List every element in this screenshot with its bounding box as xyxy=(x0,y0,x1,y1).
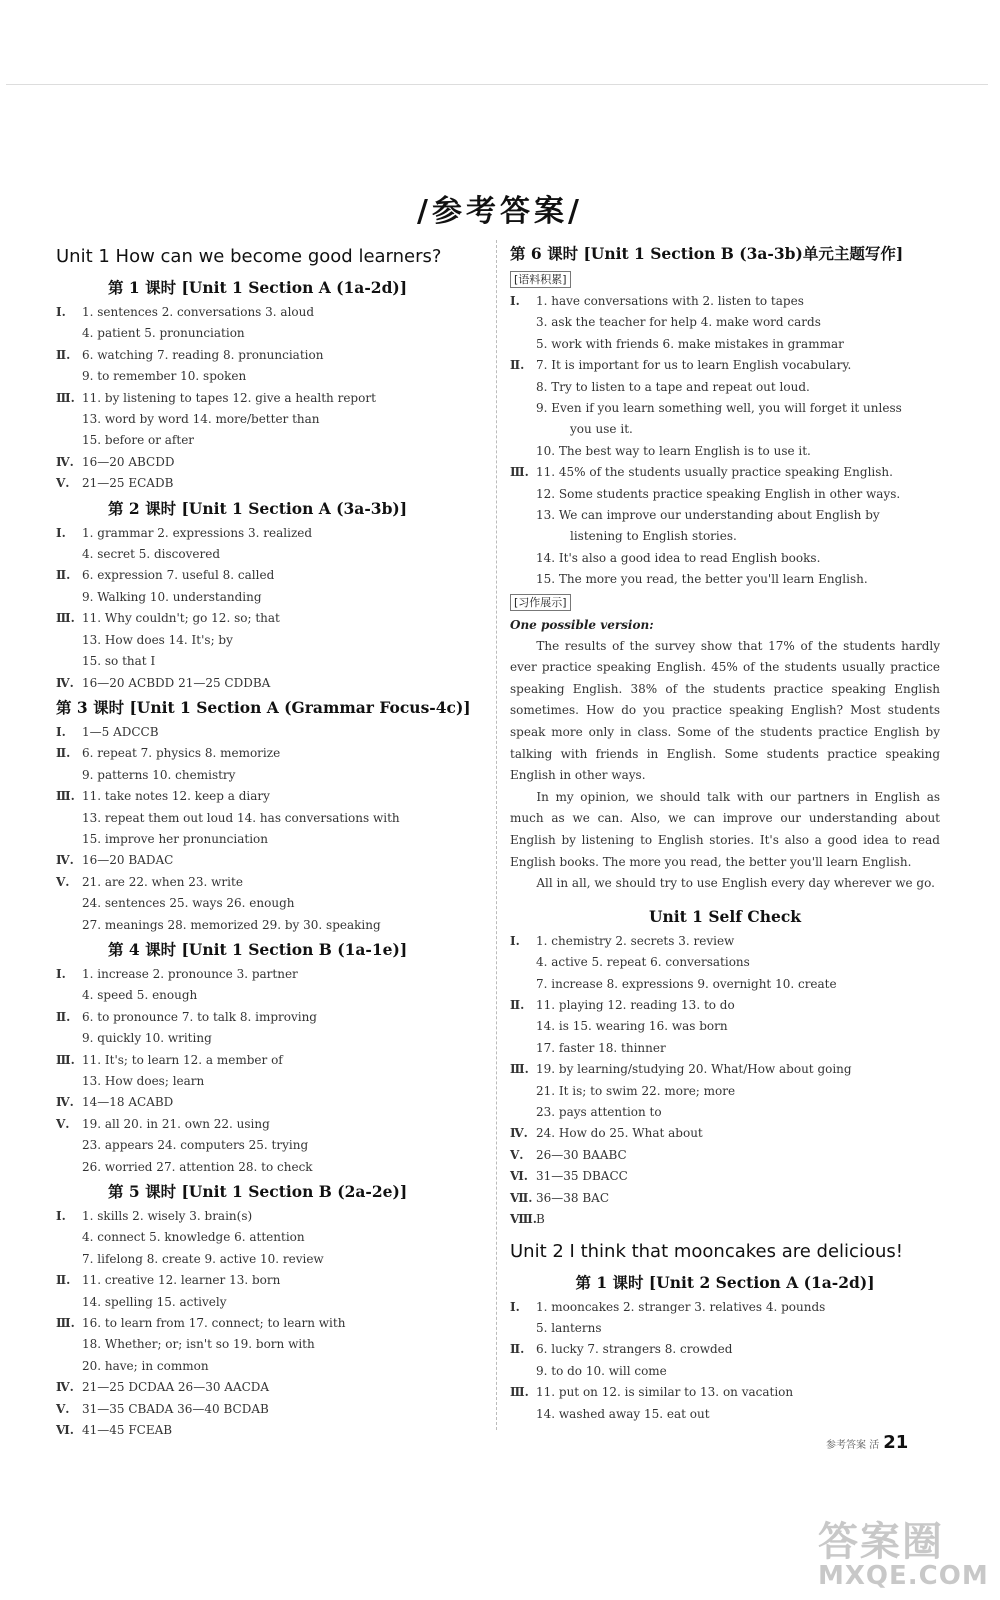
answer-text: 11. put on 12. is similar to 13. on vacation xyxy=(536,1385,794,1400)
answer-text: 20. have; in common xyxy=(82,1358,209,1373)
answer-line xyxy=(56,915,488,936)
section-numeral: Ⅶ. xyxy=(510,1190,533,1205)
answer-text: 13. How does; learn xyxy=(82,1074,205,1088)
answer-line xyxy=(510,526,940,547)
answer-line xyxy=(510,398,940,419)
unit2-lesson1-answers xyxy=(510,1297,940,1425)
answer-text: 21—25 DCDAA 26—30 AACDA xyxy=(82,1380,270,1395)
answer-line xyxy=(56,651,488,672)
section-numeral: Ⅲ. xyxy=(510,1062,529,1077)
answer-line xyxy=(56,1092,488,1113)
version-label: One possible version: xyxy=(510,617,654,632)
answer-text: 15. The more you read, the better you'll learn English. xyxy=(536,572,868,587)
unit1-title: Unit 1 How can we become good learners? xyxy=(56,246,442,267)
answer-line xyxy=(56,872,488,893)
answer-line xyxy=(56,544,488,565)
section-numeral: Ⅲ. xyxy=(510,1385,529,1400)
answer-text: 24. How do 25. What about xyxy=(536,1126,703,1141)
answer-line xyxy=(510,1102,940,1123)
answer-line xyxy=(56,722,488,743)
section-numeral: Ⅰ. xyxy=(56,305,66,319)
answer-text: 9. quickly 10. writing xyxy=(82,1031,212,1046)
section-numeral: Ⅱ. xyxy=(56,746,71,761)
answer-line xyxy=(56,673,488,694)
answer-line xyxy=(56,1356,488,1377)
answer-line xyxy=(56,786,488,807)
section-numeral: Ⅳ. xyxy=(56,1095,74,1110)
answer-text: 12. Some students practice speaking English in other ways. xyxy=(536,486,901,501)
answer-line xyxy=(56,452,488,473)
section-numeral: Ⅰ. xyxy=(56,724,66,739)
answer-text: 15. before or after xyxy=(82,433,195,448)
answer-text: 4. connect 5. knowledge 6. attention xyxy=(82,1230,305,1245)
answer-text: 36—38 BAC xyxy=(536,1190,610,1205)
section-numeral: Ⅱ. xyxy=(56,1009,71,1024)
lesson-answers xyxy=(56,1206,488,1441)
answer-line xyxy=(510,1361,940,1382)
answer-line xyxy=(56,1227,488,1248)
answer-text: 7. increase 8. expressions 9. overnight 10. create xyxy=(536,976,837,991)
answer-line xyxy=(510,1188,940,1209)
answer-line xyxy=(56,473,488,494)
lesson-answers xyxy=(56,302,488,495)
section-numeral: Ⅳ. xyxy=(56,675,74,690)
answer-line xyxy=(56,388,488,409)
answer-text: 4. patient 5. pronunciation xyxy=(82,326,245,341)
answer-text: 16—20 BADAC xyxy=(82,853,174,868)
answer-line xyxy=(56,630,488,651)
answer-text: 10. The best way to learn English is to use it. xyxy=(536,443,811,458)
answer-text: 24. sentences 25. ways 26. enough xyxy=(82,896,295,911)
page-footer xyxy=(826,1432,908,1453)
column-divider xyxy=(496,240,498,1430)
answer-line xyxy=(56,345,488,366)
answer-line xyxy=(56,893,488,914)
answer-text: 6. expression 7. useful 8. called xyxy=(82,568,275,583)
section-numeral: Ⅱ. xyxy=(510,358,525,373)
answer-line xyxy=(56,964,488,985)
answer-line xyxy=(56,1334,488,1355)
answer-text: 21. It is; to swim 22. more; more xyxy=(536,1083,736,1098)
answer-line xyxy=(56,302,488,323)
answer-text: 8. Try to listen to a tape and repeat out loud. xyxy=(536,379,810,394)
answer-text: 15. so that I xyxy=(82,654,156,669)
answer-line xyxy=(56,1114,488,1135)
answer-line xyxy=(56,765,488,786)
answer-text: 9. patterns 10. chemistry xyxy=(82,767,236,782)
answer-text: 13. repeat them out loud 14. has conversations with xyxy=(82,810,400,825)
section-numeral: Ⅲ. xyxy=(56,1052,75,1067)
answer-line xyxy=(56,366,488,387)
answer-line xyxy=(510,569,940,590)
footer-label: 参考答案 xyxy=(826,1440,866,1451)
answer-text: 23. pays attention to xyxy=(536,1105,662,1120)
answer-text: 41—45 FCEAB xyxy=(82,1423,173,1438)
answer-line xyxy=(510,291,940,312)
answer-line xyxy=(510,1081,940,1102)
answer-text: 11. creative 12. learner 13. born xyxy=(82,1273,281,1288)
answer-line xyxy=(56,1292,488,1313)
lesson-title: 第 1 课时 [Unit 1 Section A (1a-2d)] xyxy=(108,278,408,297)
answer-text: 23. appears 24. computers 25. trying xyxy=(82,1138,309,1153)
answer-text: 21. are 22. when 23. write xyxy=(82,874,243,889)
answer-text: 17. faster 18. thinner xyxy=(536,1040,666,1055)
answer-text: 16. to learn from 17. connect; to learn with xyxy=(82,1316,346,1331)
page-number: 21 xyxy=(883,1432,909,1453)
answer-line xyxy=(510,1404,940,1425)
lesson-title: 第 4 课时 [Unit 1 Section B (1a-1e)] xyxy=(108,939,408,959)
answer-line xyxy=(56,743,488,764)
section-numeral: Ⅷ. xyxy=(510,1212,537,1227)
answer-text: 11. playing 12. reading 13. to do xyxy=(536,998,735,1013)
answer-text: 14. washed away 15. eat out xyxy=(536,1406,710,1421)
answer-text: 1. grammar 2. expressions 3. realized xyxy=(82,525,313,540)
answer-text: 11. Why couldn't; go 12. so; that xyxy=(82,611,280,626)
answer-line xyxy=(56,1399,488,1420)
answer-text: 9. to do 10. will come xyxy=(536,1363,667,1378)
answer-text: 15. improve her pronunciation xyxy=(82,831,268,846)
section-numeral: Ⅴ. xyxy=(56,1116,70,1131)
answer-line xyxy=(56,565,488,586)
answer-text: 4. secret 5. discovered xyxy=(82,547,221,562)
answer-text: 9. Even if you learn something well, you will forget it unless xyxy=(536,401,902,416)
section-numeral: Ⅰ. xyxy=(510,294,520,308)
answer-line xyxy=(56,850,488,871)
answer-text: 1. increase 2. pronounce 3. partner xyxy=(82,966,298,981)
watermark-logo-text: 答案圈 xyxy=(818,1519,944,1565)
answer-text: 14. is 15. wearing 16. was born xyxy=(536,1019,728,1034)
answer-text: 13. How does 14. It's; by xyxy=(82,632,233,647)
answer-text: 11. It's; to learn 12. a member of xyxy=(82,1052,283,1067)
answer-line xyxy=(510,1339,940,1360)
answer-text: 6. watching 7. reading 8. pronunciation xyxy=(82,347,324,362)
answer-line xyxy=(56,430,488,451)
answer-text: 1. have conversations with 2. listen to tapes xyxy=(536,294,804,308)
answer-line xyxy=(510,1209,940,1230)
section-numeral: Ⅳ. xyxy=(56,1380,74,1395)
answer-text: 9. Walking 10. understanding xyxy=(82,589,262,604)
essay-paragraph: The results of the survey show that 17% of the students hardly ever practice speaking English. 45% of the students usually practice speaking English. 38% of the students practice speaking English sometimes. How do you practice speaking English? Most students speak more only in class. Some of the students practice English by talking with friends in English. Some students practice speaking English in other ways. xyxy=(510,638,940,783)
section-numeral: Ⅲ. xyxy=(56,1316,75,1331)
lesson-answers xyxy=(56,722,488,936)
section-numeral: Ⅵ. xyxy=(510,1169,528,1184)
answer-text: 7. It is important for us to learn English vocabulary. xyxy=(536,358,852,373)
answer-line xyxy=(510,1382,940,1403)
answer-line xyxy=(56,409,488,430)
answer-line xyxy=(510,1038,940,1059)
answer-line xyxy=(56,808,488,829)
answer-text: 6. lucky 7. strangers 8. crowded xyxy=(536,1342,733,1357)
answer-text: 19. all 20. in 21. own 22. using xyxy=(82,1116,270,1131)
answer-text: 7. lifelong 8. create 9. active 10. review xyxy=(82,1251,324,1266)
answer-text: 1—5 ADCCB xyxy=(82,724,159,739)
section-numeral: Ⅰ. xyxy=(510,1299,520,1314)
answer-text: 11. 45% of the students usually practice speaking English. xyxy=(536,465,893,480)
section-numeral: Ⅳ. xyxy=(56,853,74,868)
answer-text: 18. Whether; or; isn't so 19. born with xyxy=(82,1337,315,1352)
section-numeral: Ⅴ. xyxy=(56,476,70,491)
answer-line xyxy=(510,952,940,973)
answer-text: 14. It's also a good idea to read English books. xyxy=(536,550,821,565)
answer-text: 3. ask the teacher for help 4. make word cards xyxy=(536,315,821,330)
left-lessons xyxy=(56,274,488,1442)
answer-line xyxy=(56,1420,488,1441)
answer-line xyxy=(56,523,488,544)
section-numeral: Ⅴ. xyxy=(510,1147,524,1162)
answer-text: listening to English stories. xyxy=(570,529,737,544)
lesson6-answers xyxy=(510,291,940,591)
answer-text: 31—35 DBACC xyxy=(536,1169,628,1184)
answer-line xyxy=(510,548,940,569)
answer-text: 26—30 BAABC xyxy=(536,1147,627,1162)
answer-line xyxy=(510,334,940,355)
answer-text: 13. We can improve our understanding about English by xyxy=(536,508,880,523)
answer-text: 6. repeat 7. physics 8. memorize xyxy=(82,746,281,761)
answer-text: 19. by learning/studying 20. What/How about going xyxy=(536,1062,852,1077)
answer-line xyxy=(56,1007,488,1028)
lesson-title: 第 5 课时 [Unit 1 Section B (2a-2e)] xyxy=(108,1182,408,1202)
answer-text: 13. word by word 14. more/better than xyxy=(82,412,320,427)
answer-line xyxy=(56,1206,488,1227)
answer-line xyxy=(510,931,940,952)
answer-line xyxy=(56,1071,488,1092)
section-numeral: Ⅱ. xyxy=(56,347,71,362)
answer-line xyxy=(510,1123,940,1144)
section-numeral: Ⅲ. xyxy=(56,789,75,804)
answer-line xyxy=(510,995,940,1016)
corpus-tag: [语料积累] xyxy=(510,271,571,288)
answer-line xyxy=(56,608,488,629)
answer-line xyxy=(510,1059,940,1080)
page-banner: /参考答案/ xyxy=(417,194,583,229)
answer-line xyxy=(510,419,940,440)
answer-text: 4. active 5. repeat 6. conversations xyxy=(536,955,750,970)
self-check-title: Unit 1 Self Check xyxy=(648,906,802,926)
section-numeral: Ⅰ. xyxy=(56,1209,66,1224)
answer-text: 16—20 ABCDD xyxy=(82,454,175,469)
answer-line xyxy=(510,355,940,376)
left-column xyxy=(56,240,488,1442)
answer-line xyxy=(56,1028,488,1049)
answer-line xyxy=(56,829,488,850)
answer-text: 4. speed 5. enough xyxy=(82,988,198,1003)
section-numeral: Ⅱ. xyxy=(56,1273,71,1288)
answer-text: 6. to pronounce 7. to talk 8. improving xyxy=(82,1009,317,1024)
answer-text: 26. worried 27. attention 28. to check xyxy=(82,1159,313,1174)
answer-line xyxy=(510,1297,940,1318)
essay-paragraph: In my opinion, we should talk with our partners in English as much as we can. Also, we can improve our understanding about English by listening to English stories. It's also a good idea to read English books. The more you read, the better you'll learn English. xyxy=(510,789,940,869)
unit2-title: Unit 2 I think that mooncakes are delicious! xyxy=(510,1240,903,1262)
answer-line xyxy=(510,484,940,505)
answer-line xyxy=(56,323,488,344)
writing-tag: [习作展示] xyxy=(510,594,571,611)
footer-series: 活 xyxy=(869,1440,880,1451)
self-check-answers xyxy=(510,931,940,1231)
answer-text: 9. to remember 10. spoken xyxy=(82,369,247,384)
answer-text: 1. chemistry 2. secrets 3. review xyxy=(536,933,735,948)
answer-text: 1. sentences 2. conversations 3. aloud xyxy=(82,305,315,319)
answer-text: 14. spelling 15. actively xyxy=(82,1294,227,1309)
answer-line xyxy=(56,587,488,608)
answer-line xyxy=(56,1249,488,1270)
answer-text: 5. work with friends 6. make mistakes in grammar xyxy=(536,336,844,351)
answer-line xyxy=(510,974,940,995)
answer-line xyxy=(510,1166,940,1187)
watermark-url: MXQE.COM xyxy=(818,1561,989,1591)
section-numeral: Ⅴ. xyxy=(56,1401,70,1416)
answer-text: 1. skills 2. wisely 3. brain(s) xyxy=(82,1209,253,1224)
lesson6-title: 第 6 课时 [Unit 1 Section B (3a-3b)单元主题写作] xyxy=(510,244,904,263)
answer-text: 31—35 CBADA 36—40 BCDAB xyxy=(82,1401,269,1416)
answer-text: 16—20 ACBDD 21—25 CDDBA xyxy=(82,675,271,690)
section-numeral: Ⅳ. xyxy=(56,454,74,469)
answer-text: 14—18 ACABD xyxy=(82,1095,174,1110)
answer-line xyxy=(510,312,940,333)
section-numeral: Ⅲ. xyxy=(56,611,75,626)
answer-line xyxy=(56,1270,488,1291)
right-column xyxy=(510,240,940,1425)
answer-text: 11. take notes 12. keep a diary xyxy=(82,789,270,804)
answer-line xyxy=(56,1313,488,1334)
essay-paragraph: All in all, we should try to use English every day wherever we go. xyxy=(536,876,935,891)
section-numeral: Ⅱ. xyxy=(510,998,525,1013)
section-numeral: Ⅲ. xyxy=(510,465,529,480)
answer-text: 5. lanterns xyxy=(536,1320,602,1335)
answer-text: 11. by listening to tapes 12. give a health report xyxy=(82,390,376,405)
answer-text: B xyxy=(536,1212,545,1227)
section-numeral: Ⅰ. xyxy=(56,966,66,981)
section-numeral: Ⅵ. xyxy=(56,1423,74,1438)
answer-line xyxy=(510,377,940,398)
lesson-answers xyxy=(56,523,488,694)
answer-line xyxy=(56,985,488,1006)
answer-line xyxy=(56,1377,488,1398)
answer-line xyxy=(510,505,940,526)
answer-text: 1. mooncakes 2. stranger 3. relatives 4. pounds xyxy=(536,1299,826,1314)
answer-line xyxy=(510,441,940,462)
answer-line xyxy=(56,1050,488,1071)
answer-line xyxy=(56,1135,488,1156)
answer-text: you use it. xyxy=(570,422,633,437)
answer-text: 21—25 ECADB xyxy=(82,476,174,491)
unit2-lesson1-title: 第 1 课时 [Unit 2 Section A (1a-2d)] xyxy=(575,1272,875,1292)
section-numeral: Ⅲ. xyxy=(56,390,75,405)
section-numeral: Ⅰ. xyxy=(510,933,520,948)
section-numeral: Ⅰ. xyxy=(56,525,66,540)
lesson-title: 第 2 课时 [Unit 1 Section A (3a-3b)] xyxy=(108,498,408,518)
answer-line xyxy=(510,462,940,483)
lesson-answers xyxy=(56,964,488,1178)
answer-line xyxy=(510,1318,940,1339)
lesson-title: 第 3 课时 [Unit 1 Section A (Grammar Focus-4c)] xyxy=(56,697,471,717)
answer-text: 27. meanings 28. memorized 29. by 30. speaking xyxy=(82,917,381,932)
answer-line xyxy=(56,1157,488,1178)
answer-line xyxy=(510,1016,940,1037)
section-numeral: Ⅱ. xyxy=(56,568,71,583)
watermark xyxy=(818,1510,989,1591)
section-numeral: Ⅱ. xyxy=(510,1342,525,1357)
answer-line xyxy=(510,1145,940,1166)
section-numeral: Ⅳ. xyxy=(510,1126,528,1141)
section-numeral: Ⅴ. xyxy=(56,874,70,889)
